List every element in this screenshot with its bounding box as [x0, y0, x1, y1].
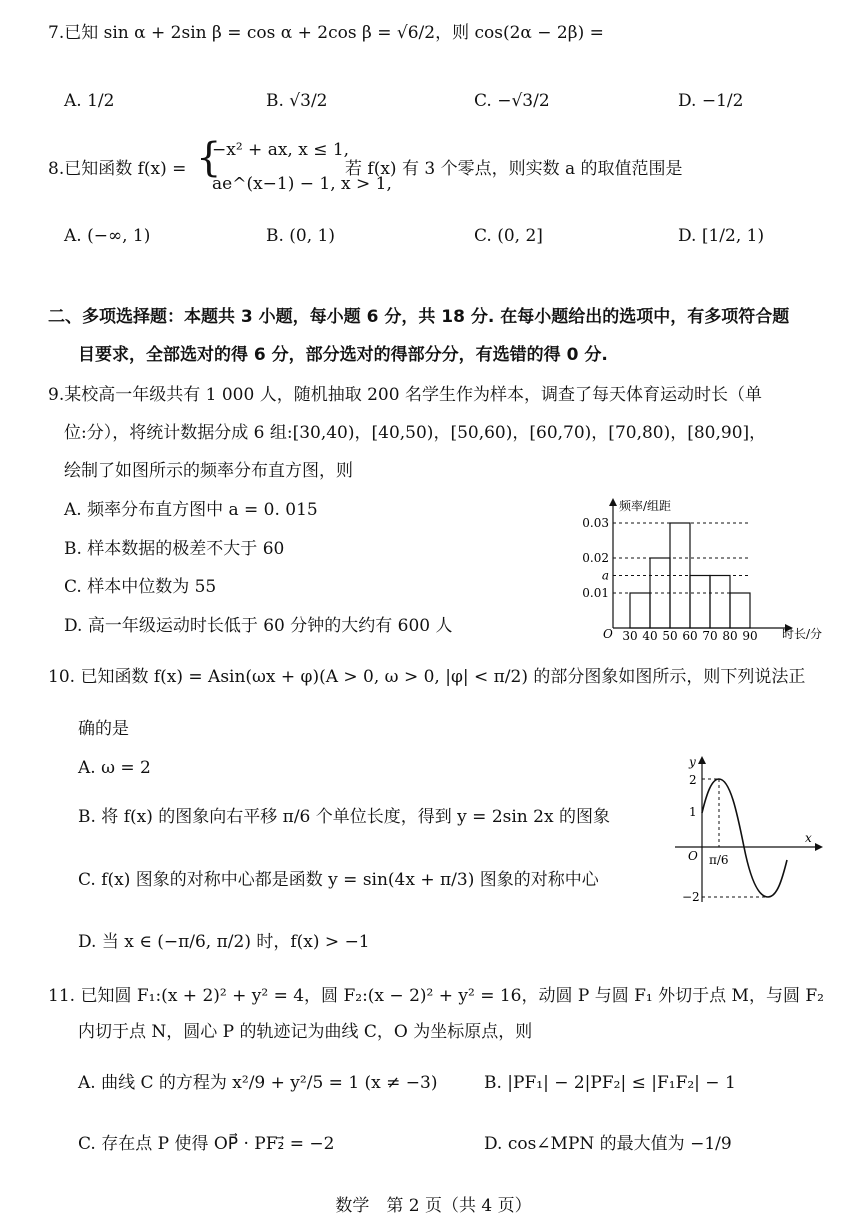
question-10-line-1: 10. 已知函数 f(x) = Asin(ωx + φ)(A > 0, ω > 0, |φ| < π/2) 的部分图象如图所示，则下列说法正 [48, 667, 806, 687]
graph-tick-y-2: 2 [689, 773, 697, 787]
q7-option-d: D. −1/2 [678, 91, 744, 111]
q7-option-c: C. −√3/2 [474, 91, 550, 111]
question-11-line-1: 11. 已知圆 F₁:(x + 2)² + y² = 4，圆 F₂:(x − 2)² + y² = 16，动圆 P 与圆 F₁ 外切于点 M，与圆 F₂ [48, 986, 824, 1006]
histogram-bar-60-70 [690, 576, 710, 629]
histogram-x-tick: 90 [742, 629, 758, 643]
sine-function-graph [665, 752, 830, 912]
q7-option-b: B. √3/2 [266, 91, 328, 111]
question-11-line-2: 内切于点 N，圆心 P 的轨迹记为曲线 C，O 为坐标原点，则 [78, 1022, 533, 1042]
q9-option-a: A. 频率分布直方图中 a = 0. 015 [64, 500, 318, 520]
histogram-y-tick: a [601, 568, 609, 583]
q10-option-b: B. 将 f(x) 的图象向右平移 π/6 个单位长度，得到 y = 2sin 2x 的图象 [78, 807, 610, 827]
frequency-histogram [575, 490, 825, 650]
q11-option-a: A. 曲线 C 的方程为 x²/9 + y²/5 = 1 (x ≠ −3) [78, 1073, 438, 1093]
section-2-heading-line-2: 目要求，全部选对的得 6 分，部分选对的得部分分，有选错的得 0 分. [78, 345, 608, 365]
histogram-y-tick: 0.02 [582, 551, 609, 565]
q9-option-b: B. 样本数据的极差不大于 60 [64, 539, 285, 559]
piecewise-case-1: −x² + ax, x ≤ 1, [212, 140, 350, 160]
histogram-origin: O [603, 627, 613, 641]
q8-option-c: C. (0, 2] [474, 226, 543, 246]
page-footer: 数学 第 2 页（共 4 页） [335, 1196, 532, 1216]
q10-option-d: D. 当 x ∈ (−π/6, π/2) 时，f(x) > −1 [78, 932, 370, 952]
question-8-stem-start: 8.已知函数 f(x) = [48, 159, 187, 179]
histogram-x-tick: 40 [642, 629, 658, 643]
graph-tick-x-pi6: π/6 [709, 853, 729, 867]
graph-tick-y-neg2: −2 [682, 890, 700, 904]
piecewise-brace: { [196, 135, 222, 181]
piecewise-case-2: ae^(x−1) − 1, x > 1, [212, 174, 392, 194]
q8-option-d: D. [1/2, 1) [678, 226, 765, 246]
histogram-y-tick: 0.01 [582, 586, 609, 600]
q9-option-d: D. 高一年级运动时长低于 60 分钟的大约有 600 人 [64, 616, 453, 636]
histogram-bar-30-40 [630, 593, 650, 628]
question-9-line-2: 位:分），将统计数据分成 6 组:[30,40)，[40,50)，[50,60)，[60,70)，[70,80)，[80,90]， [64, 423, 767, 443]
histogram-x-tick: 70 [702, 629, 718, 643]
question-9-line-1: 9.某校高一年级共有 1 000 人，随机抽取 200 名学生作为样本，调查了每天体育运动时长（单 [48, 385, 762, 405]
histogram-x-tick: 80 [722, 629, 738, 643]
q10-option-a: A. ω = 2 [78, 758, 151, 778]
q10-option-c: C. f(x) 图象的对称中心都是函数 y = sin(4x + π/3) 图象的对称中心 [78, 870, 599, 890]
graph-origin: O [688, 849, 698, 863]
histogram-y-label: 频率/组距 [619, 499, 672, 513]
q9-option-c: C. 样本中位数为 55 [64, 577, 217, 597]
question-10-line-2: 确的是 [78, 719, 129, 739]
histogram-bar-70-80 [710, 576, 730, 629]
q7-option-a: A. 1/2 [64, 91, 115, 111]
graph-x-label: x [805, 831, 812, 845]
q8-option-a: A. (−∞, 1) [64, 226, 151, 246]
q11-option-b: B. |PF₁| − 2|PF₂| ≤ |F₁F₂| − 1 [484, 1073, 736, 1093]
histogram-bar-80-90 [730, 593, 750, 628]
histogram-x-label: 时长/分 [782, 627, 823, 641]
histogram-x-tick: 50 [662, 629, 678, 643]
sine-curve [702, 779, 787, 897]
q11-option-d: D. cos∠MPN 的最大值为 −1/9 [484, 1134, 732, 1154]
histogram-y-tick: 0.03 [582, 516, 609, 530]
section-2-heading-line-1: 二、多项选择题：本题共 3 小题，每小题 6 分，共 18 分. 在每小题给出的选项中，有多项符合题 [48, 307, 790, 327]
graph-y-label: y [689, 755, 696, 769]
histogram-x-tick: 60 [682, 629, 698, 643]
q11-option-c: C. 存在点 P 使得 OP⃗ · PF₂⃗ = −2 [78, 1134, 335, 1154]
question-8-stem-end: 若 f(x) 有 3 个零点，则实数 a 的取值范围是 [345, 159, 683, 179]
histogram-x-tick: 30 [622, 629, 638, 643]
q8-option-b: B. (0, 1) [266, 226, 336, 246]
graph-tick-y-1: 1 [689, 805, 697, 819]
question-9-line-3: 绘制了如图所示的频率分布直方图，则 [64, 461, 353, 481]
question-7-stem: 7.已知 sin α + 2sin β = cos α + 2cos β = √6/2，则 cos(2α − 2β) = [48, 23, 604, 43]
